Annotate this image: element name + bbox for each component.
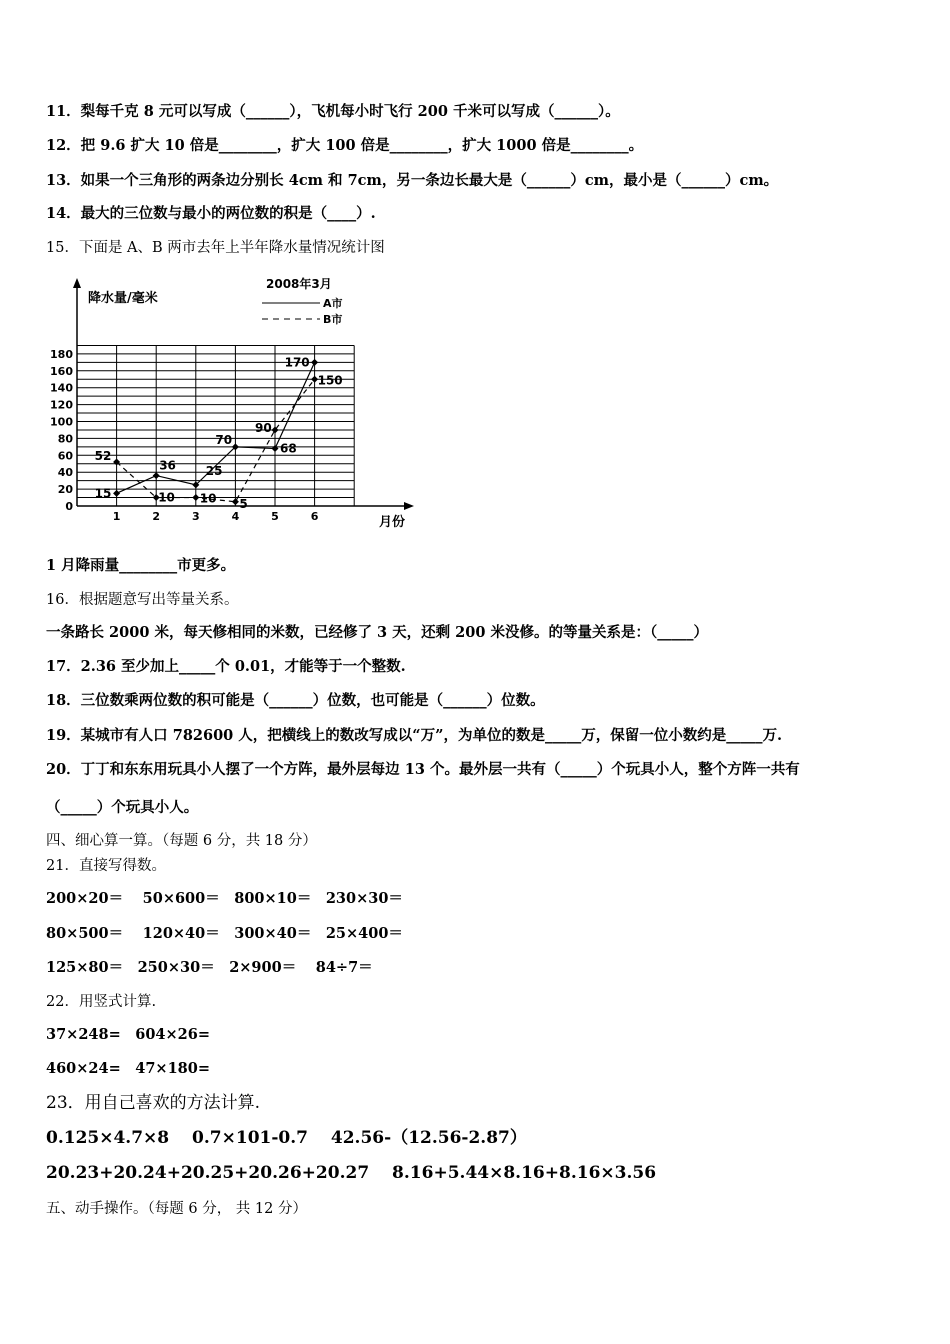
section-5-heading: 五、动手操作。（每题 6 分， 共 12 分）	[46, 1201, 307, 1217]
chart-title: 2008年3月	[266, 277, 332, 291]
x-axis-label: 月份	[379, 515, 406, 530]
data-label-b: 52	[94, 449, 112, 464]
data-label-b: 10	[158, 490, 175, 505]
data-point-a	[272, 445, 279, 452]
question-19: 19．某城市有人口 782600 人，把横线上的数改写成以“万”，为单位的数是_____万，保留一位小数约是_____万.	[46, 727, 783, 744]
y-tick-label: 100	[50, 415, 73, 429]
question-15: 15．下面是 A、B 两市去年上半年降水量情况统计图	[46, 240, 385, 256]
data-label-a: 15	[94, 486, 112, 501]
data-point-a	[311, 359, 318, 366]
data-label-b: 10	[199, 491, 217, 506]
y-axis-label: 降水量/毫米	[88, 291, 158, 306]
y-tick-label: 140	[50, 381, 73, 395]
data-label-a: 25	[205, 463, 223, 478]
question-11: 11．梨每千克 8 元可以写成（______），飞机每小时飞行 200 千米可以写成（______）。	[46, 103, 620, 120]
legend-label-a: A市	[323, 297, 343, 310]
legend	[262, 276, 343, 326]
legend-label-b: B市	[323, 313, 343, 326]
question-12: 12．把 9.6 扩大 10 倍是________，扩大 100 倍是________，扩大 1000 倍是________。	[46, 137, 644, 154]
question-13: 13．如果一个三角形的两条边分别长 4cm 和 7cm，另一条边长最大是（______）cm，最小是（______）cm。	[46, 172, 779, 189]
rainfall-line-chart	[40, 272, 440, 534]
data-label-a: 68	[280, 441, 297, 456]
data-point-a	[113, 490, 120, 497]
data-label-a: 36	[159, 458, 176, 473]
y-tick-label: 180	[50, 347, 73, 361]
x-axis-arrow	[404, 502, 414, 510]
data-label-b: 90	[255, 420, 272, 435]
y-tick-label: 60	[57, 449, 73, 463]
question-21: 21．直接写得数。	[46, 858, 166, 874]
question-21-row2: 80×500＝ 120×40＝ 300×40＝ 25×400＝	[46, 925, 403, 942]
question-20-line2: （_____）个玩具小人。	[46, 799, 199, 816]
question-21-row1: 200×20＝ 50×600＝ 800×10＝ 230×30＝	[46, 890, 403, 907]
question-21-row3: 125×80＝ 250×30＝ 2×900＝ 84÷7＝	[46, 959, 373, 976]
question-23-row1: 0.125×4.7×8 0.7×101-0.7 42.56-（12.56-2.87）	[46, 1128, 527, 1148]
question-22: 22．用竖式计算.	[46, 994, 157, 1010]
chart-axes	[73, 278, 414, 510]
data-point-b	[232, 498, 239, 505]
question-17: 17．2.36 至少加上_____个 0.01，才能等于一个整数.	[46, 658, 406, 675]
y-axis-arrow	[73, 278, 81, 288]
y-tick-label: 80	[57, 432, 73, 446]
y-tick-label: 40	[57, 466, 73, 480]
question-20-line1: 20．丁丁和东东用玩具小人摆了一个方阵，最外层每边 13 个。最外层一共有（_____）个玩具小人，整个方阵一共有	[46, 761, 800, 778]
chart-grid	[77, 345, 354, 506]
x-tick-label: 5	[271, 510, 279, 523]
question-15-sub: 1 月降雨量________市更多。	[46, 557, 236, 574]
question-16-sub: 一条路长 2000 米，每天修相同的米数，已经修了 3 天，还剩 200 米没修。的等量关系是：（_____）	[46, 624, 708, 641]
x-tick-label: 6	[310, 510, 319, 523]
data-label-a: 170	[284, 355, 310, 370]
section-4-heading: 四、细心算一算。（每题 6 分，共 18 分）	[46, 833, 317, 849]
y-tick-label: 160	[50, 364, 73, 378]
question-14: 14．最大的三位数与最小的两位数的积是（____）.	[46, 205, 376, 222]
x-tick-label: 3	[191, 510, 200, 523]
question-16: 16．根据题意写出等量关系。	[46, 592, 239, 608]
data-point-b	[192, 494, 199, 501]
y-tick-label: 120	[50, 398, 73, 412]
y-tick-label: 20	[57, 483, 73, 497]
x-tick-label: 4	[231, 510, 240, 523]
y-tick-label: 0	[65, 500, 73, 513]
data-label-a: 70	[215, 432, 233, 447]
question-22-row2: 460×24= 47×180=	[46, 1060, 210, 1077]
data-label-b: 5	[239, 496, 248, 511]
data-point-a	[153, 472, 160, 479]
question-18: 18．三位数乘两位数的积可能是（______）位数，也可能是（______）位数。	[46, 692, 545, 709]
x-tick-label: 2	[152, 510, 161, 523]
question-23: 23．用自己喜欢的方法计算.	[46, 1093, 261, 1113]
question-23-row2: 20.23+20.24+20.25+20.26+20.27 8.16+5.44×8.16+8.16×3.56	[46, 1163, 657, 1183]
data-label-b: 150	[317, 373, 343, 388]
x-tick-label: 1	[112, 510, 121, 523]
question-22-row1: 37×248= 604×26=	[46, 1026, 210, 1043]
